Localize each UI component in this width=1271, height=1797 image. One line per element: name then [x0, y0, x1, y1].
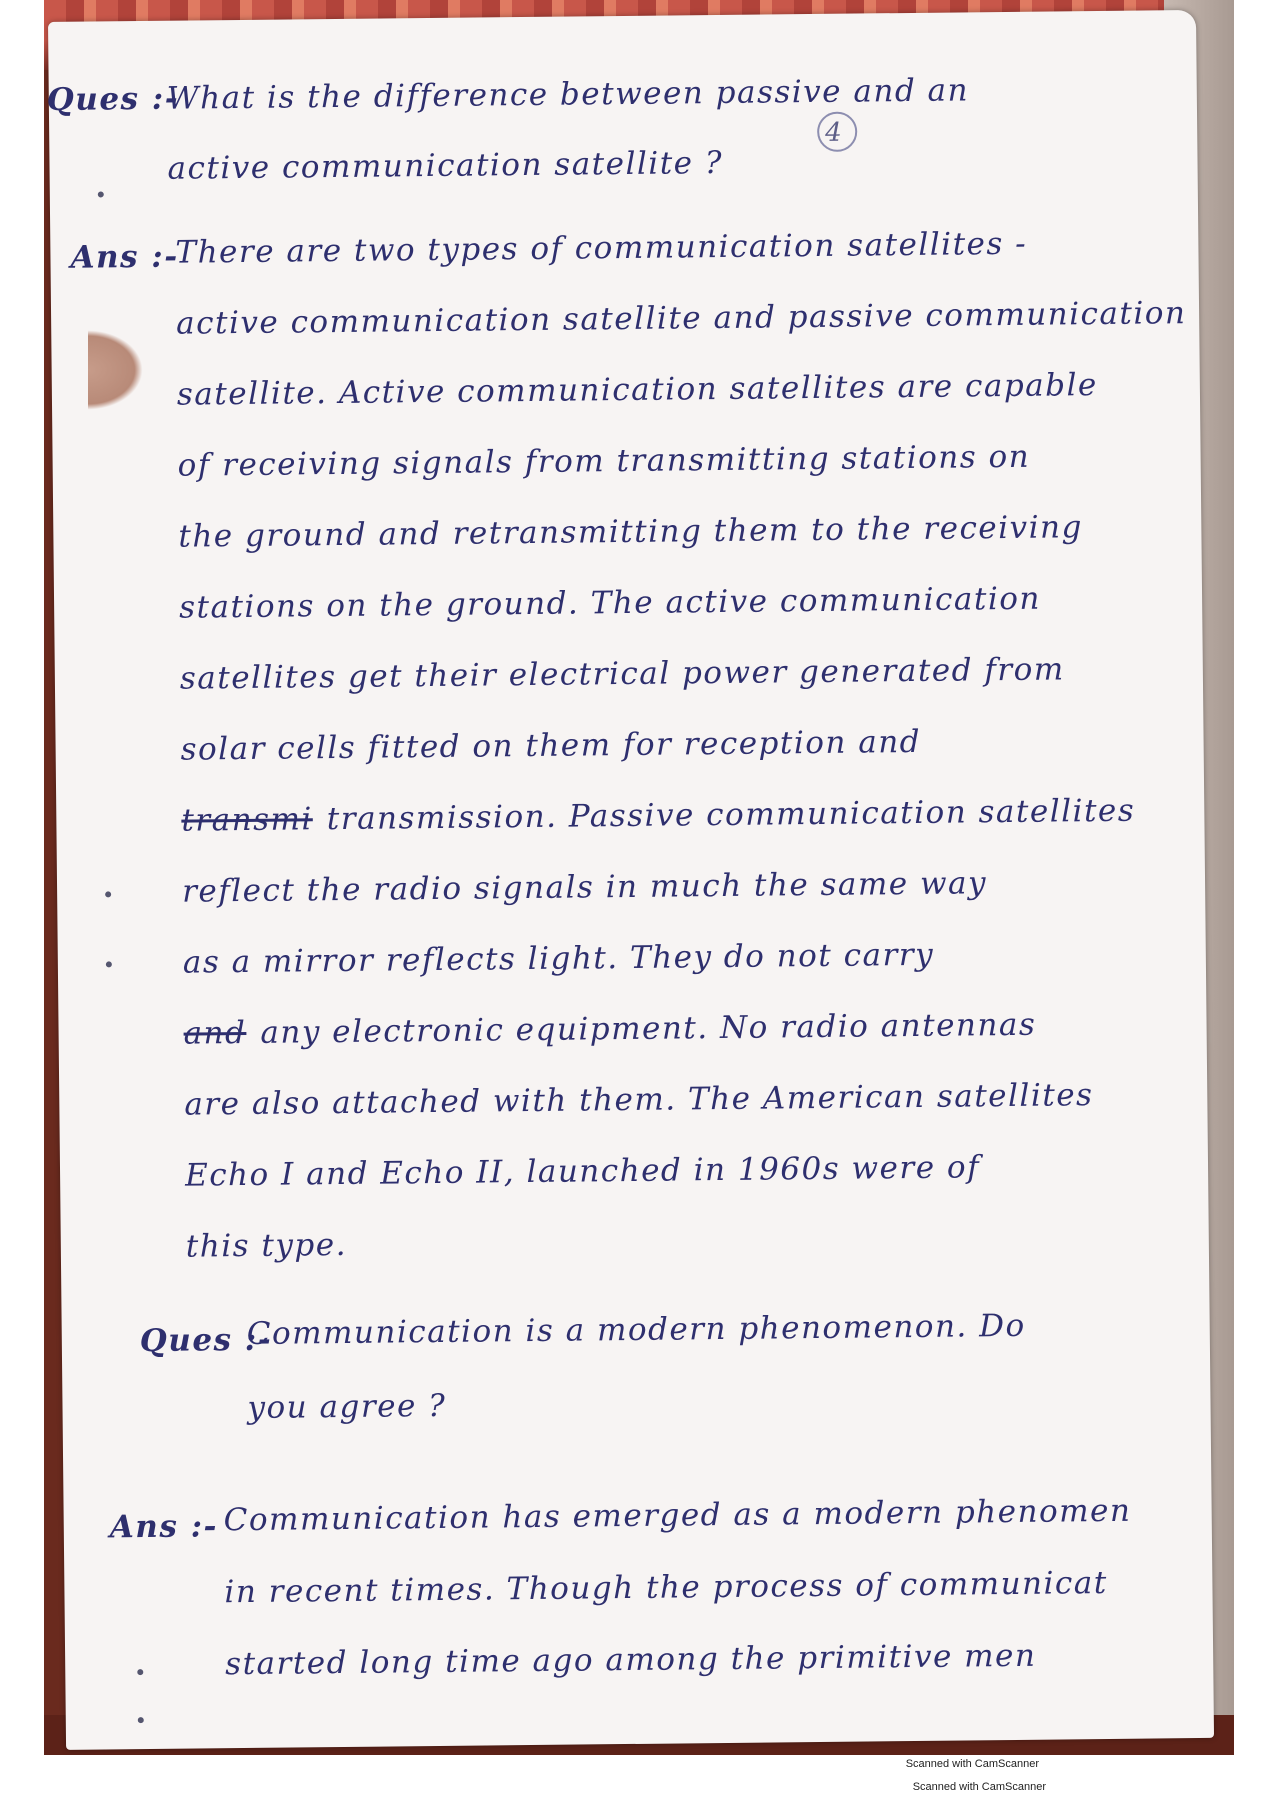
question-1-label: Ques :-	[46, 80, 180, 119]
answer-1-line-11: as a mirror reflects light. They do not carry	[182, 936, 935, 981]
scanned-photo	[44, 0, 1234, 1755]
margin-dot	[98, 191, 104, 197]
answer-2-label: Ans :-	[109, 1508, 219, 1546]
question-2-label: Ques :-	[139, 1321, 273, 1360]
margin-dot	[105, 891, 111, 897]
answer-1-line-3: satellite. Active communication satellites are capable	[176, 367, 1098, 413]
answer-2-line-1: Communication has emerged as a modern phenomen	[223, 1492, 1132, 1539]
notebook-page	[48, 10, 1214, 1750]
answer-1-line-14: Echo I and Echo II, launched in 1960s were of	[184, 1149, 981, 1194]
struck-word: and	[183, 1014, 247, 1052]
answer-1-line-12-text: any electronic equipment. No radio antennas	[260, 1006, 1037, 1051]
struck-word: transmi	[181, 801, 314, 839]
answer-1-line-10: reflect the radio signals in much the same way	[181, 865, 988, 910]
camscanner-watermark: Scanned with CamScanner	[912, 1781, 1046, 1793]
answer-1-line-13: are also attached with them. The American satellites	[184, 1077, 1094, 1123]
thumb-in-photo	[88, 330, 143, 410]
answer-2-line-2	[224, 1565, 1108, 1610]
answer-1-line-7: satellites get their electrical power generated from	[179, 651, 1065, 697]
answer-1-line-9	[181, 793, 1135, 839]
question-1-line-1: What is the difference between passive and an	[166, 72, 970, 117]
camscanner-watermark: Scanned with CamScanner	[905, 1758, 1039, 1770]
question-1-line-2: active communication satellite ?	[167, 144, 724, 187]
answer-1-line-9-text: transmission. Passive communication satellites	[326, 792, 1136, 838]
answer-1-line-1: There are two types of communication satellites -	[175, 225, 1028, 271]
answer-1-line-4: of receiving signals from transmitting stations on	[177, 438, 1031, 484]
page-number: 4	[825, 117, 842, 148]
answer-1-line-12	[183, 1007, 1036, 1052]
answer-1-line-6: stations on the ground. The active communication	[178, 580, 1042, 626]
answer-2-line-2-text: in recent times. Though the process of communicat	[224, 1564, 1108, 1611]
question-2-line-1: Communication is a modern phenomenon. Do	[246, 1307, 1026, 1352]
question-2-line-2: you agree ?	[247, 1387, 447, 1426]
answer-1-line-15: this type.	[185, 1226, 348, 1265]
answer-2-line-3: started long time ago among the primitive men	[225, 1637, 1037, 1683]
margin-dot	[138, 1717, 144, 1723]
answer-1-line-8: solar cells fitted on them for reception and	[180, 723, 922, 768]
answer-1-label: Ans :-	[70, 238, 179, 276]
margin-dot	[137, 1669, 143, 1675]
margin-dot	[106, 961, 112, 967]
answer-1-line-5: the ground and retransmitting them to the receiving	[178, 509, 1084, 555]
answer-1-line-2: active communication satellite and passive communication	[175, 295, 1187, 342]
